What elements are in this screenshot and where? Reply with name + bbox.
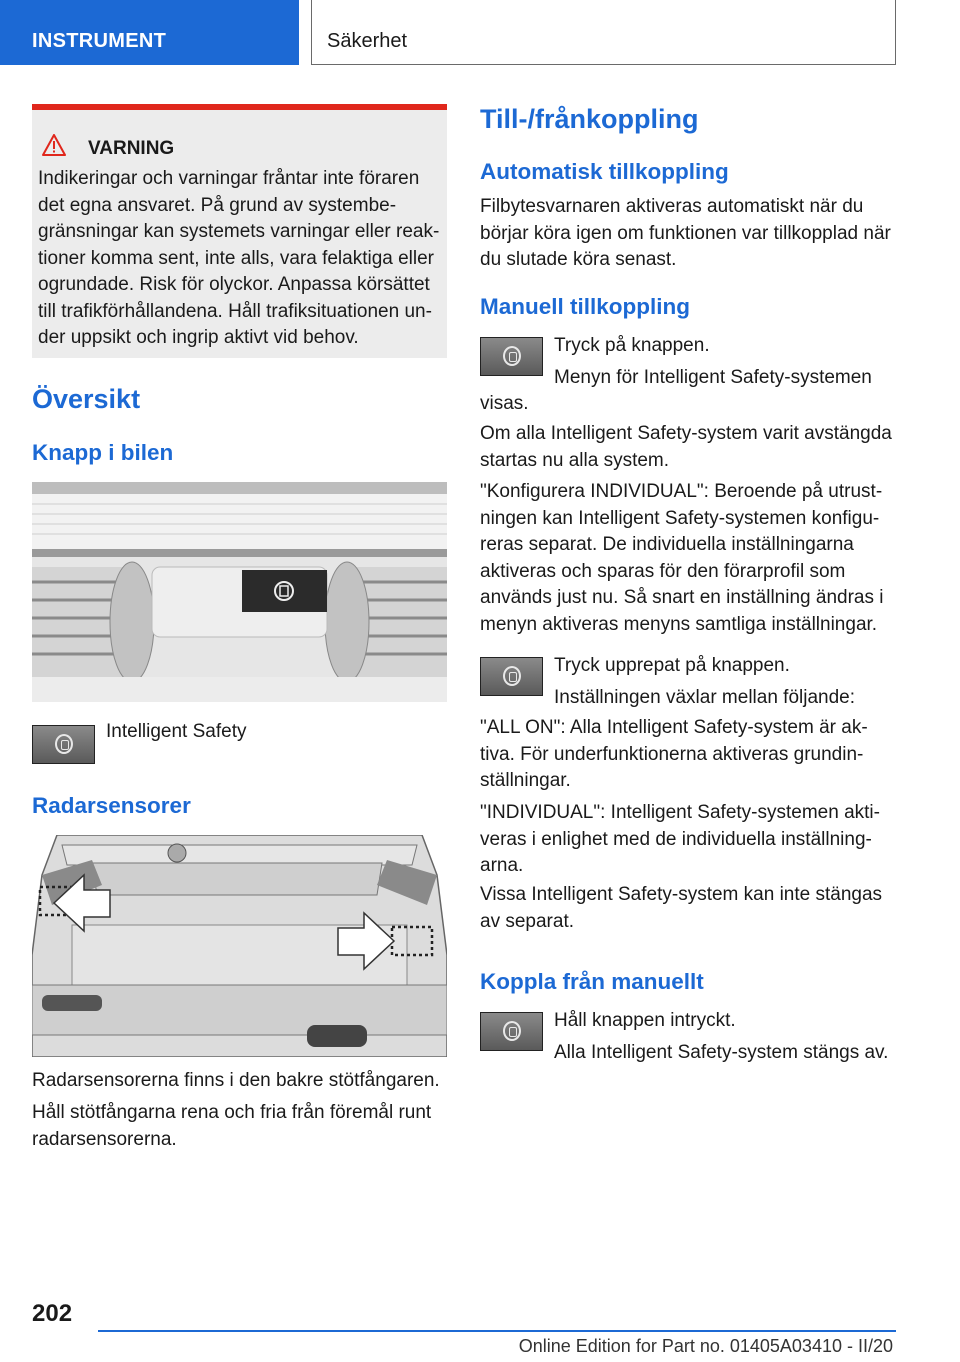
manual-step-1: Tryck på knappen.	[554, 335, 710, 356]
warning-box	[32, 104, 447, 358]
repeat-step-2: Inställningen växlar mellan följande:	[554, 687, 856, 708]
repeat-paragraph-note: Vissa Intelligent Safety-system kan inte stängas av separat.	[480, 884, 883, 932]
heading-till-frankoppling: Till-/frånkoppling	[480, 104, 699, 134]
radar-paragraph-2: Håll stötfångarna rena och fria från föremål runt radarsensorerna.	[32, 1102, 432, 1150]
warning-text: Indikeringar och varningar fråntar inte föraren det egna ansvaret. På grund av systembegränsningar kan systemets varningar eller reaktioner komma sent, inte alls, vara felaktiga eller ogrundade. Risk för olyckor. Anpassa körsättet till trafikförhållandena. Håll trafiksituationen under uppsikt och ingrip aktivt vid behov.	[38, 168, 440, 348]
off-step-2: Alla Intelligent Safety-system stängs av.	[554, 1042, 889, 1063]
heading-radarsensorer: Radarsensorer	[32, 793, 191, 818]
header-section-label: INSTRUMENT	[32, 30, 167, 52]
heading-koppla-fran-manuellt: Koppla från manuellt	[480, 969, 704, 994]
manual-step-2-cont: visas.	[480, 393, 529, 414]
footer-edition: Online Edition for Part no. 01405A03410 - II/20	[518, 1336, 893, 1356]
intelligent-safety-button-icon	[32, 725, 95, 764]
intelligent-safety-label: Intelligent Safety	[106, 721, 247, 742]
heading-automatisk-tillkoppling: Automatisk tillkoppling	[480, 159, 729, 184]
page-number: 202	[32, 1300, 73, 1327]
repeat-step-1: Tryck upprepat på knappen.	[554, 655, 790, 676]
heading-manuell-tillkoppling: Manuell tillkoppling	[480, 294, 690, 319]
heading-oversikt: Översikt	[32, 384, 141, 414]
repeat-paragraph-all-on: "ALL ON": Alla Intelligent Safety-system är aktiva. För underfunktionerna aktiveras grundinställningar.	[480, 717, 868, 791]
dashboard-button-image	[32, 482, 447, 702]
safety-button-icon-off	[480, 1012, 543, 1051]
auto-paragraph: Filbytesvarnaren aktiveras automatiskt när du börjar köra igen om funktionen var tillkopplad när du slutade köra senast.	[480, 196, 891, 270]
radar-paragraph-1: Radarsensorerna finns i den bakre stötfångaren.	[32, 1070, 440, 1091]
manual-paragraph-1: Om alla Intelligent Safety-system varit avstängda startas nu alla system.	[480, 423, 892, 471]
repeat-paragraph-individual: "INDIVIDUAL": Intelligent Safety-systemen aktiveras i enlighet med de individuella inställningarna.	[480, 802, 880, 876]
heading-knapp-i-bilen: Knapp i bilen	[32, 440, 174, 465]
header-chapter-label: Säkerhet	[327, 30, 408, 52]
warning-triangle-icon	[42, 134, 66, 156]
warning-title: VARNING	[88, 138, 175, 159]
off-step-1: Håll knappen intryckt.	[554, 1010, 736, 1031]
header-chapter-box	[311, 0, 896, 65]
manual-step-2: Menyn för Intelligent Safety-systemen	[554, 367, 872, 388]
rear-bumper-radar-image	[32, 835, 447, 1057]
safety-button-icon-repeat	[480, 657, 543, 696]
manual-paragraph-2: "Konfigurera INDIVIDUAL": Beroende på utrustningen kan Intelligent Safety-systemen konfigureras separat. De individuella inställningarna aktiveras och sparas för den förarprofil som används just nu. Så snart en inställning ändras i menyn aktiveras menyns samtliga inställningar.	[480, 481, 884, 635]
safety-button-icon	[480, 337, 543, 376]
header-section-tab	[0, 0, 299, 65]
footer-rule	[98, 1330, 896, 1332]
